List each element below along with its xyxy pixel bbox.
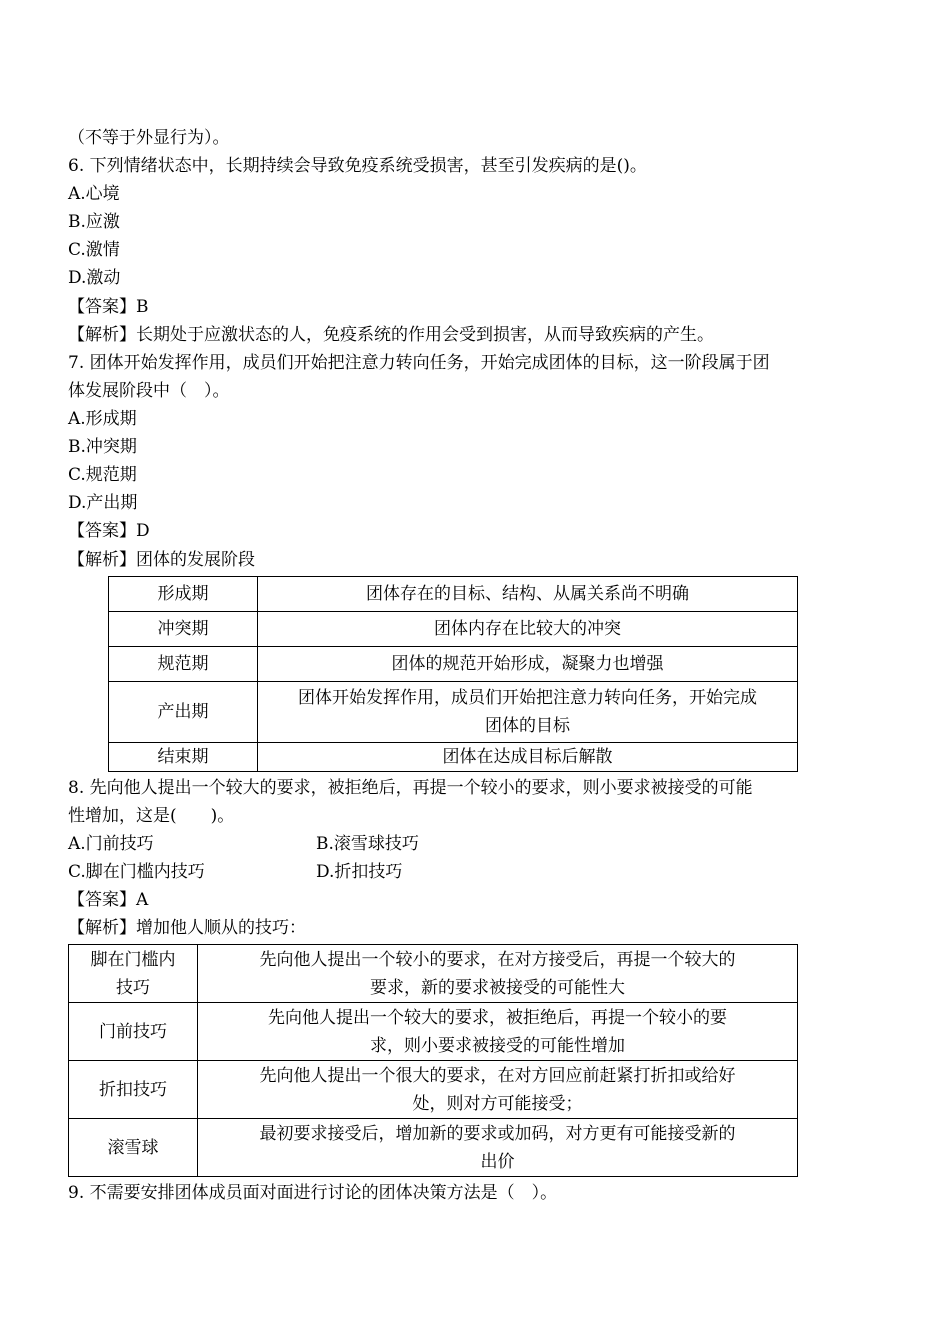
question-6-explanation: 【解析】长期处于应激状态的人，免疫系统的作用会受到损害，从而导致疾病的产生。 bbox=[68, 325, 714, 345]
technique-cell: 门前技巧 bbox=[69, 1003, 198, 1061]
question-8-option-b: B.滚雪球技巧 bbox=[316, 834, 419, 854]
table-row bbox=[109, 612, 798, 647]
table-row bbox=[109, 743, 798, 772]
technique-desc-line: 出价 bbox=[480, 1151, 515, 1172]
question-8-option-d: D.折扣技巧 bbox=[316, 862, 403, 882]
table-row bbox=[69, 945, 798, 1003]
stage-desc-line: 团体的目标 bbox=[485, 716, 570, 736]
table-row bbox=[69, 1003, 798, 1061]
technique-desc-line: 先向他人提出一个很大的要求，在对方回应前赶紧打折扣或给好 bbox=[259, 1065, 736, 1086]
stage-cell: 产出期 bbox=[109, 682, 258, 743]
technique-cell: 折扣技巧 bbox=[69, 1061, 198, 1119]
question-7-stem-line2: 体发展阶段中（ ）。 bbox=[68, 381, 230, 401]
technique-desc-line: 先向他人提出一个较小的要求，在对方接受后，再提一个较大的 bbox=[259, 949, 736, 970]
question-7-option-a: A.形成期 bbox=[68, 409, 137, 429]
technique-desc-line: 最初要求接受后，增加新的要求或加码，对方更有可能接受新的 bbox=[259, 1123, 736, 1144]
question-6-option-c: C.激情 bbox=[68, 240, 120, 260]
table-row bbox=[109, 647, 798, 682]
technique-desc-line: 求，则小要求被接受的可能性增加 bbox=[370, 1035, 625, 1056]
table-row bbox=[109, 682, 798, 743]
table-row bbox=[109, 577, 798, 612]
question-7-option-b: B.冲突期 bbox=[68, 437, 137, 457]
question-6-option-b: B.应激 bbox=[68, 212, 120, 232]
technique-cell bbox=[69, 945, 198, 1003]
technique-desc-line: 处，则对方可能接受； bbox=[412, 1093, 583, 1114]
technique-desc-cell bbox=[198, 945, 798, 1003]
text-line: （不等于外显行为）。 bbox=[68, 128, 230, 148]
question-6-answer: 【答案】B bbox=[68, 297, 149, 317]
question-7-stem-line1: 7. 团体开始发挥作用，成员们开始把注意力转向任务，开始完成团体的目标，这一阶段属于团 bbox=[68, 353, 770, 373]
stage-cell: 规范期 bbox=[109, 647, 258, 682]
stage-cell: 冲突期 bbox=[109, 612, 258, 647]
question-7-option-c: C.规范期 bbox=[68, 465, 137, 485]
stage-desc-cell: 团体存在的目标、结构、从属关系尚不明确 bbox=[258, 577, 798, 612]
group-stages-table bbox=[108, 576, 798, 772]
question-8-answer: 【答案】A bbox=[68, 890, 149, 910]
stage-desc-line: 团体开始发挥作用，成员们开始把注意力转向任务，开始完成 bbox=[298, 688, 757, 708]
question-8-explanation: 【解析】增加他人顺从的技巧： bbox=[68, 918, 306, 938]
table-row bbox=[69, 1119, 798, 1177]
table-row bbox=[69, 1061, 798, 1119]
technique-desc-line: 要求，新的要求被接受的可能性大 bbox=[370, 977, 625, 998]
question-9-stem: 9. 不需要安排团体成员面对面进行讨论的团体决策方法是（ ）。 bbox=[68, 1183, 558, 1203]
stage-cell: 形成期 bbox=[109, 577, 258, 612]
stage-desc-cell bbox=[258, 682, 798, 743]
question-6-stem: 6. 下列情绪状态中，长期持续会导致免疫系统受损害，甚至引发疾病的是()。 bbox=[68, 156, 647, 176]
technique-desc-cell bbox=[198, 1003, 798, 1061]
stage-desc-cell: 团体在达成目标后解散 bbox=[258, 743, 798, 772]
question-7-option-d: D.产出期 bbox=[68, 493, 138, 513]
technique-desc-cell bbox=[198, 1119, 798, 1177]
question-7-answer: 【答案】D bbox=[68, 521, 150, 541]
technique-desc-cell bbox=[198, 1061, 798, 1119]
technique-desc-line: 先向他人提出一个较大的要求，被拒绝后，再提一个较小的要 bbox=[268, 1007, 727, 1028]
question-8-option-c: C.脚在门槛内技巧 bbox=[68, 862, 205, 882]
technique-line: 脚在门槛内 bbox=[90, 949, 176, 970]
technique-line: 技巧 bbox=[116, 977, 150, 998]
compliance-techniques-table bbox=[68, 944, 798, 1177]
question-8-stem-line2: 性增加，这是( )。 bbox=[68, 806, 235, 826]
technique-cell: 滚雪球 bbox=[69, 1119, 198, 1177]
question-8-option-a: A.门前技巧 bbox=[68, 834, 154, 854]
stage-desc-cell: 团体的规范开始形成，凝聚力也增强 bbox=[258, 647, 798, 682]
stage-desc-cell: 团体内存在比较大的冲突 bbox=[258, 612, 798, 647]
stage-cell: 结束期 bbox=[109, 743, 258, 772]
question-7-explanation: 【解析】团体的发展阶段 bbox=[68, 550, 255, 570]
question-6-option-d: D.激动 bbox=[68, 268, 121, 288]
question-8-stem-line1: 8. 先向他人提出一个较大的要求，被拒绝后，再提一个较小的要求，则小要求被接受的可能 bbox=[68, 778, 753, 798]
question-6-option-a: A.心境 bbox=[68, 184, 120, 204]
